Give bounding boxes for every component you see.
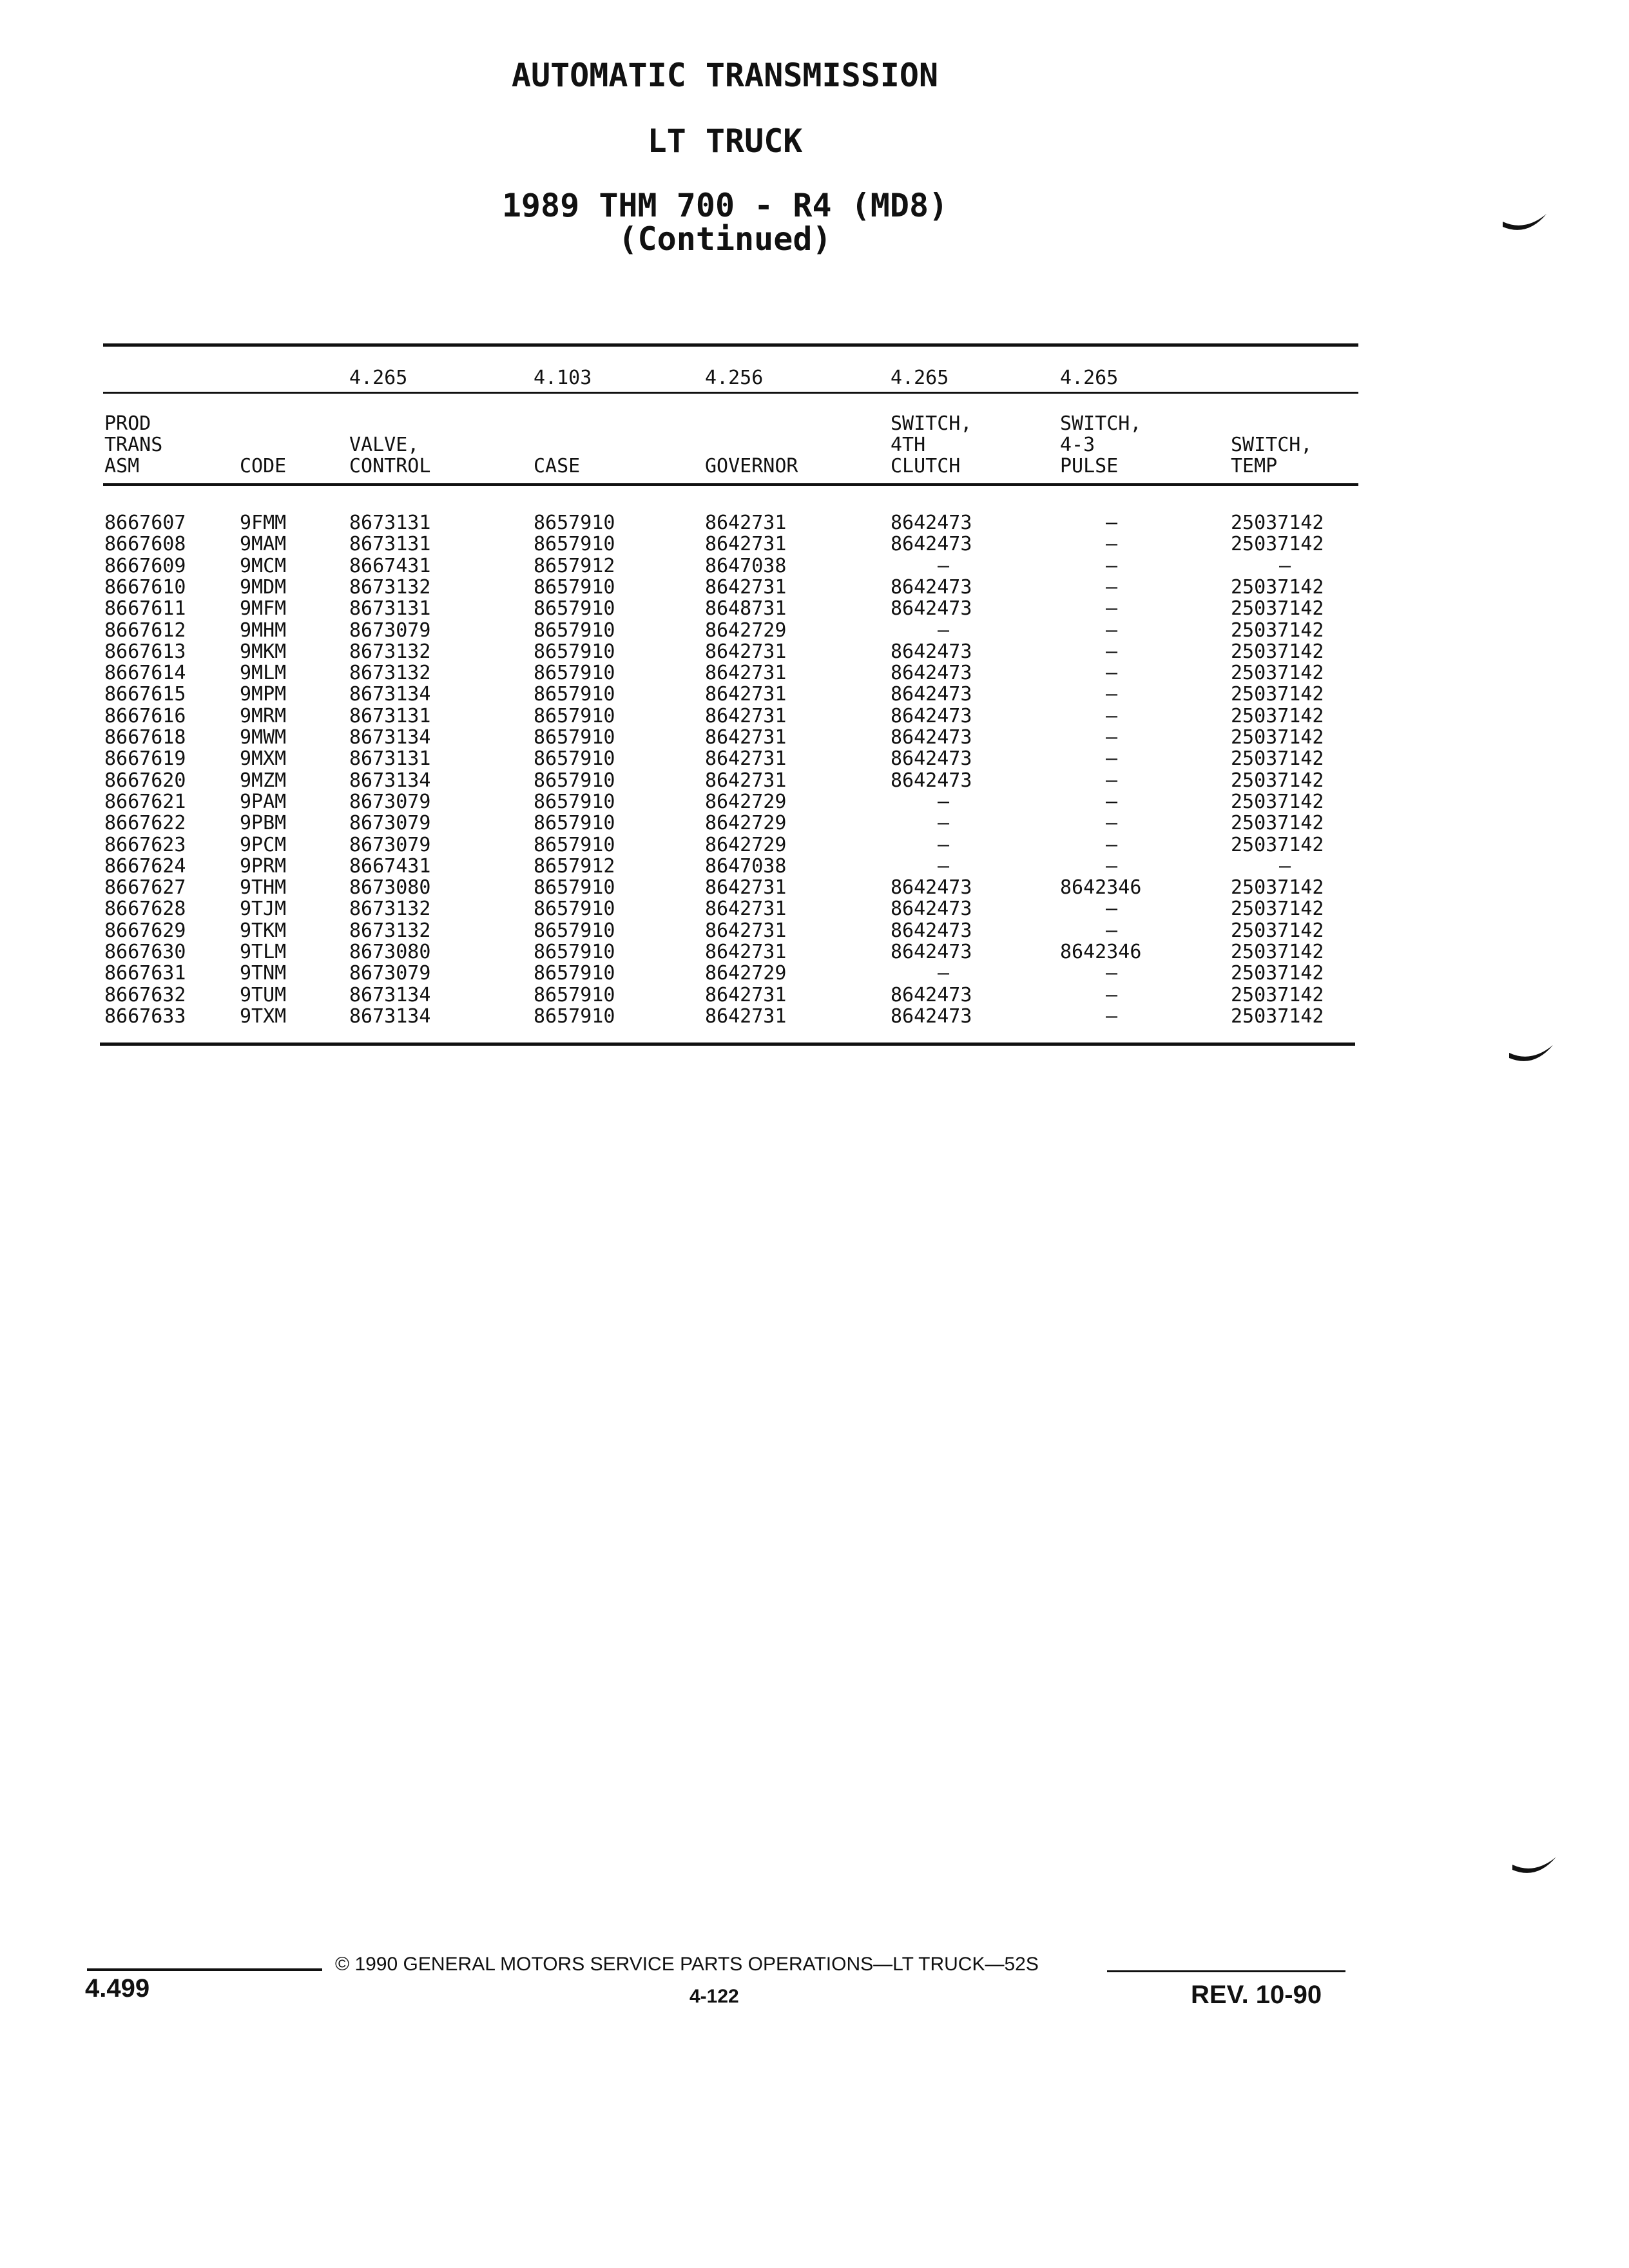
table-cell: 8642473 bbox=[891, 576, 972, 599]
table-cell: 9PAM bbox=[240, 791, 287, 813]
table-cell: 9TKM bbox=[240, 919, 287, 942]
table-cell: 8642473 bbox=[891, 533, 972, 555]
table-cell: 8657910 bbox=[534, 941, 615, 963]
table-cell: 8667633 bbox=[104, 1005, 186, 1028]
table-cell: 8657910 bbox=[534, 1005, 615, 1028]
table-cell: – bbox=[1106, 1005, 1118, 1028]
column-header: SWITCH, 4-3 PULSE bbox=[1060, 412, 1142, 477]
table-cell: 8642729 bbox=[705, 791, 787, 813]
table-cell: 8642473 bbox=[891, 919, 972, 942]
table-cell: 8657910 bbox=[534, 962, 615, 985]
table-cell: 8667609 bbox=[104, 555, 186, 577]
table-cell: 8642473 bbox=[891, 876, 972, 899]
table-cell: 8673079 bbox=[349, 791, 431, 813]
table-cell: 9TLM bbox=[240, 941, 287, 963]
table-cell: 9MKM bbox=[240, 640, 287, 663]
table-cell: – bbox=[1106, 576, 1118, 599]
table-cell: 9TJM bbox=[240, 898, 287, 920]
table-cell: 8667618 bbox=[104, 726, 186, 749]
table-cell: 9MFM bbox=[240, 597, 287, 620]
table-cell: 8642729 bbox=[705, 962, 787, 985]
table-cell: 8642731 bbox=[705, 984, 787, 1006]
table-cell: 8642731 bbox=[705, 876, 787, 899]
table-cell: 8673132 bbox=[349, 640, 431, 663]
table-cell: 8642473 bbox=[891, 705, 972, 727]
table-cell: 9MRM bbox=[240, 705, 287, 727]
table-cell: 25037142 bbox=[1231, 962, 1324, 985]
table-cell: – bbox=[1106, 747, 1118, 770]
table-cell: 8642473 bbox=[891, 662, 972, 684]
header-bottom-rule bbox=[103, 483, 1358, 486]
table-cell: 25037142 bbox=[1231, 705, 1324, 727]
table-cell: 25037142 bbox=[1231, 834, 1324, 856]
table-cell: 8657910 bbox=[534, 769, 615, 792]
table-cell: 25037142 bbox=[1231, 662, 1324, 684]
table-cell: – bbox=[1106, 898, 1118, 920]
table-cell: 8657910 bbox=[534, 747, 615, 770]
table-cell: 8642729 bbox=[705, 812, 787, 834]
table-cell: 8642731 bbox=[705, 769, 787, 792]
table-cell: 8642473 bbox=[891, 597, 972, 620]
table-cell: 8673134 bbox=[349, 769, 431, 792]
table-cell: – bbox=[1106, 812, 1118, 834]
table-cell: 8642729 bbox=[705, 834, 787, 856]
table-cell: 8642731 bbox=[705, 662, 787, 684]
footer-revision: REV. 10-90 bbox=[1191, 1981, 1322, 2009]
table-cell: 25037142 bbox=[1231, 640, 1324, 663]
table-cell: 8657910 bbox=[534, 919, 615, 942]
table-cell: 9MZM bbox=[240, 769, 287, 792]
table-cell: 9MHM bbox=[240, 619, 287, 642]
table-cell: 9MWM bbox=[240, 726, 287, 749]
table-cell: 8642731 bbox=[705, 512, 787, 534]
table-cell: 8642731 bbox=[705, 898, 787, 920]
table-cell: 8657910 bbox=[534, 876, 615, 899]
table-cell: 8642473 bbox=[891, 512, 972, 534]
table-cell: 8673132 bbox=[349, 662, 431, 684]
table-cell: 8642473 bbox=[891, 640, 972, 663]
table-cell: 25037142 bbox=[1231, 1005, 1324, 1028]
table-cell: 8667614 bbox=[104, 662, 186, 684]
table-cell: 8667619 bbox=[104, 747, 186, 770]
column-header: CASE bbox=[534, 455, 581, 477]
table-cell: 8657910 bbox=[534, 640, 615, 663]
table-cell: 8642731 bbox=[705, 640, 787, 663]
column-header: SWITCH, TEMP bbox=[1231, 434, 1313, 477]
table-cell: 8667627 bbox=[104, 876, 186, 899]
table-cell: 8647038 bbox=[705, 555, 787, 577]
table-cell: – bbox=[938, 812, 950, 834]
table-cell: – bbox=[938, 855, 950, 878]
table-cell: 8642731 bbox=[705, 919, 787, 942]
table-cell: 8657912 bbox=[534, 555, 615, 577]
table-cell: 8673080 bbox=[349, 876, 431, 899]
table-cell: 9PCM bbox=[240, 834, 287, 856]
table-cell: 8657910 bbox=[534, 984, 615, 1006]
table-cell: – bbox=[1106, 597, 1118, 620]
table-cell: 25037142 bbox=[1231, 726, 1324, 749]
table-cell: 8642473 bbox=[891, 898, 972, 920]
table-cell: 8642731 bbox=[705, 941, 787, 963]
footer-left-number: 4.499 bbox=[85, 1974, 150, 2003]
table-cell: 25037142 bbox=[1231, 533, 1324, 555]
table-cell: 8642473 bbox=[891, 941, 972, 963]
table-cell: 8673132 bbox=[349, 576, 431, 599]
footer-right-rule bbox=[1107, 1970, 1345, 1972]
model-title: 1989 THM 700 - R4 (MD8) bbox=[501, 187, 949, 224]
table-cell: – bbox=[1106, 855, 1118, 878]
table-cell: 8667611 bbox=[104, 597, 186, 620]
table-cell: 8657910 bbox=[534, 576, 615, 599]
table-cell: 8657910 bbox=[534, 683, 615, 706]
table-cell: 8642731 bbox=[705, 705, 787, 727]
table-cell: 25037142 bbox=[1231, 791, 1324, 813]
table-cell: 9FMM bbox=[240, 512, 287, 534]
table-cell: – bbox=[1106, 726, 1118, 749]
table-cell: – bbox=[1106, 640, 1118, 663]
table-cell: 8642729 bbox=[705, 619, 787, 642]
table-cell: – bbox=[1279, 855, 1291, 878]
table-cell: 8673132 bbox=[349, 898, 431, 920]
table-cell: 25037142 bbox=[1231, 919, 1324, 942]
table-cell: – bbox=[1106, 533, 1118, 555]
table-cell: 25037142 bbox=[1231, 619, 1324, 642]
table-cell: – bbox=[938, 555, 950, 577]
table-cell: 25037142 bbox=[1231, 898, 1324, 920]
table-cell: – bbox=[938, 619, 950, 642]
table-cell: – bbox=[1106, 769, 1118, 792]
table-cell: 8642731 bbox=[705, 683, 787, 706]
table-cell: 8657910 bbox=[534, 791, 615, 813]
footer-page-number: 4-122 bbox=[689, 1986, 739, 2007]
table-cell: 8673131 bbox=[349, 747, 431, 770]
table-cell: 8667622 bbox=[104, 812, 186, 834]
table-cell: 8642731 bbox=[705, 1005, 787, 1028]
table-cell: 8667612 bbox=[104, 619, 186, 642]
table-cell: 25037142 bbox=[1231, 597, 1324, 620]
footer-left-rule bbox=[87, 1968, 322, 1971]
table-cell: 8648731 bbox=[705, 597, 787, 620]
table-cell: 8667629 bbox=[104, 919, 186, 942]
table-cell: – bbox=[1106, 683, 1118, 706]
table-cell: 8673079 bbox=[349, 962, 431, 985]
table-cell: 8667630 bbox=[104, 941, 186, 963]
table-bottom-rule bbox=[100, 1043, 1355, 1046]
group-number: 4.103 bbox=[534, 367, 592, 389]
table-cell: – bbox=[938, 791, 950, 813]
table-cell: 8667610 bbox=[104, 576, 186, 599]
table-cell: 8657910 bbox=[534, 597, 615, 620]
table-cell: 8667613 bbox=[104, 640, 186, 663]
table-top-rule bbox=[103, 343, 1358, 347]
table-cell: 9MPM bbox=[240, 683, 287, 706]
table-cell: 8667607 bbox=[104, 512, 186, 534]
table-cell: 9MLM bbox=[240, 662, 287, 684]
table-cell: 8642731 bbox=[705, 576, 787, 599]
column-header: GOVERNOR bbox=[705, 455, 798, 477]
table-cell: 25037142 bbox=[1231, 769, 1324, 792]
table-cell: 8673131 bbox=[349, 512, 431, 534]
table-cell: 8642731 bbox=[705, 533, 787, 555]
binder-mark-icon bbox=[1511, 1856, 1557, 1878]
table-cell: 8642473 bbox=[891, 769, 972, 792]
table-cell: 8673131 bbox=[349, 597, 431, 620]
table-cell: – bbox=[1106, 834, 1118, 856]
table-cell: 8642346 bbox=[1060, 876, 1142, 899]
binder-mark-icon bbox=[1508, 1044, 1554, 1066]
table-cell: – bbox=[1106, 791, 1118, 813]
table-cell: 8642473 bbox=[891, 1005, 972, 1028]
table-cell: 25037142 bbox=[1231, 683, 1324, 706]
column-header: SWITCH, 4TH CLUTCH bbox=[891, 412, 972, 477]
table-cell: 8667624 bbox=[104, 855, 186, 878]
table-cell: 8673132 bbox=[349, 919, 431, 942]
table-cell: 8657912 bbox=[534, 855, 615, 878]
table-cell: 9MDM bbox=[240, 576, 287, 599]
table-cell: 8642473 bbox=[891, 984, 972, 1006]
table-cell: 8667623 bbox=[104, 834, 186, 856]
table-cell: 9THM bbox=[240, 876, 287, 899]
table-cell: 25037142 bbox=[1231, 941, 1324, 963]
table-cell: 9TNM bbox=[240, 962, 287, 985]
table-cell: 8667608 bbox=[104, 533, 186, 555]
table-cell: 8673134 bbox=[349, 683, 431, 706]
table-cell: 9MAM bbox=[240, 533, 287, 555]
table-cell: – bbox=[1106, 919, 1118, 942]
continued-label: (Continued) bbox=[618, 220, 832, 258]
table-cell: – bbox=[1279, 555, 1291, 577]
table-cell: 8673134 bbox=[349, 984, 431, 1006]
table-cell: 9MCM bbox=[240, 555, 287, 577]
table-cell: 8667431 bbox=[349, 555, 431, 577]
table-cell: 25037142 bbox=[1231, 812, 1324, 834]
table-cell: – bbox=[938, 834, 950, 856]
table-cell: 8657910 bbox=[534, 619, 615, 642]
table-cell: 8673134 bbox=[349, 726, 431, 749]
table-cell: 25037142 bbox=[1231, 512, 1324, 534]
table-cell: 25037142 bbox=[1231, 747, 1324, 770]
group-number: 4.256 bbox=[705, 367, 764, 389]
table-cell: 8667615 bbox=[104, 683, 186, 706]
group-number: 4.265 bbox=[891, 367, 949, 389]
table-cell: 25037142 bbox=[1231, 576, 1324, 599]
table-cell: 8647038 bbox=[705, 855, 787, 878]
table-cell: 8657910 bbox=[534, 834, 615, 856]
table-cell: 9TUM bbox=[240, 984, 287, 1006]
table-cell: – bbox=[1106, 662, 1118, 684]
table-cell: 8642731 bbox=[705, 726, 787, 749]
table-cell: 8642346 bbox=[1060, 941, 1142, 963]
table-cell: 8657910 bbox=[534, 898, 615, 920]
table-cell: – bbox=[1106, 962, 1118, 985]
page-subtitle: LT TRUCK bbox=[647, 122, 803, 160]
table-cell: 8673134 bbox=[349, 1005, 431, 1028]
table-cell: 8657910 bbox=[534, 533, 615, 555]
column-header: VALVE, CONTROL bbox=[349, 434, 431, 477]
group-number: 4.265 bbox=[349, 367, 408, 389]
table-cell: 9PRM bbox=[240, 855, 287, 878]
table-cell: – bbox=[1106, 555, 1118, 577]
table-cell: 8657910 bbox=[534, 812, 615, 834]
table-cell: 8642473 bbox=[891, 747, 972, 770]
table-cell: – bbox=[1106, 512, 1118, 534]
table-cell: – bbox=[1106, 705, 1118, 727]
group-number-rule bbox=[103, 392, 1358, 394]
table-cell: 9TXM bbox=[240, 1005, 287, 1028]
table-cell: 8642731 bbox=[705, 747, 787, 770]
table-cell: 8673079 bbox=[349, 619, 431, 642]
table-cell: 8667620 bbox=[104, 769, 186, 792]
table-cell: 8667616 bbox=[104, 705, 186, 727]
column-header: PROD TRANS ASM bbox=[104, 412, 163, 477]
table-cell: 8657910 bbox=[534, 512, 615, 534]
table-cell: 8657910 bbox=[534, 662, 615, 684]
footer-copyright: © 1990 GENERAL MOTORS SERVICE PARTS OPERATIONS—LT TRUCK—52S bbox=[335, 1954, 1039, 1975]
column-header: CODE bbox=[240, 455, 287, 477]
table-cell: 25037142 bbox=[1231, 984, 1324, 1006]
page-title: AUTOMATIC TRANSMISSION bbox=[511, 57, 939, 94]
table-cell: 8642473 bbox=[891, 683, 972, 706]
binder-mark-icon bbox=[1501, 213, 1548, 235]
group-number: 4.265 bbox=[1060, 367, 1119, 389]
table-cell: 25037142 bbox=[1231, 876, 1324, 899]
table-cell: 8673080 bbox=[349, 941, 431, 963]
table-cell: 8657910 bbox=[534, 705, 615, 727]
table-cell: 8667628 bbox=[104, 898, 186, 920]
table-cell: 8673131 bbox=[349, 533, 431, 555]
table-cell: – bbox=[1106, 984, 1118, 1006]
table-cell: 8667621 bbox=[104, 791, 186, 813]
table-cell: 9PBM bbox=[240, 812, 287, 834]
table-cell: 8667632 bbox=[104, 984, 186, 1006]
table-cell: 8673131 bbox=[349, 705, 431, 727]
table-cell: 8642473 bbox=[891, 726, 972, 749]
table-cell: 8673079 bbox=[349, 834, 431, 856]
table-cell: 9MXM bbox=[240, 747, 287, 770]
table-cell: 8673079 bbox=[349, 812, 431, 834]
table-cell: 8667431 bbox=[349, 855, 431, 878]
table-cell: – bbox=[938, 962, 950, 985]
table-cell: 8667631 bbox=[104, 962, 186, 985]
table-cell: – bbox=[1106, 619, 1118, 642]
table-cell: 8657910 bbox=[534, 726, 615, 749]
